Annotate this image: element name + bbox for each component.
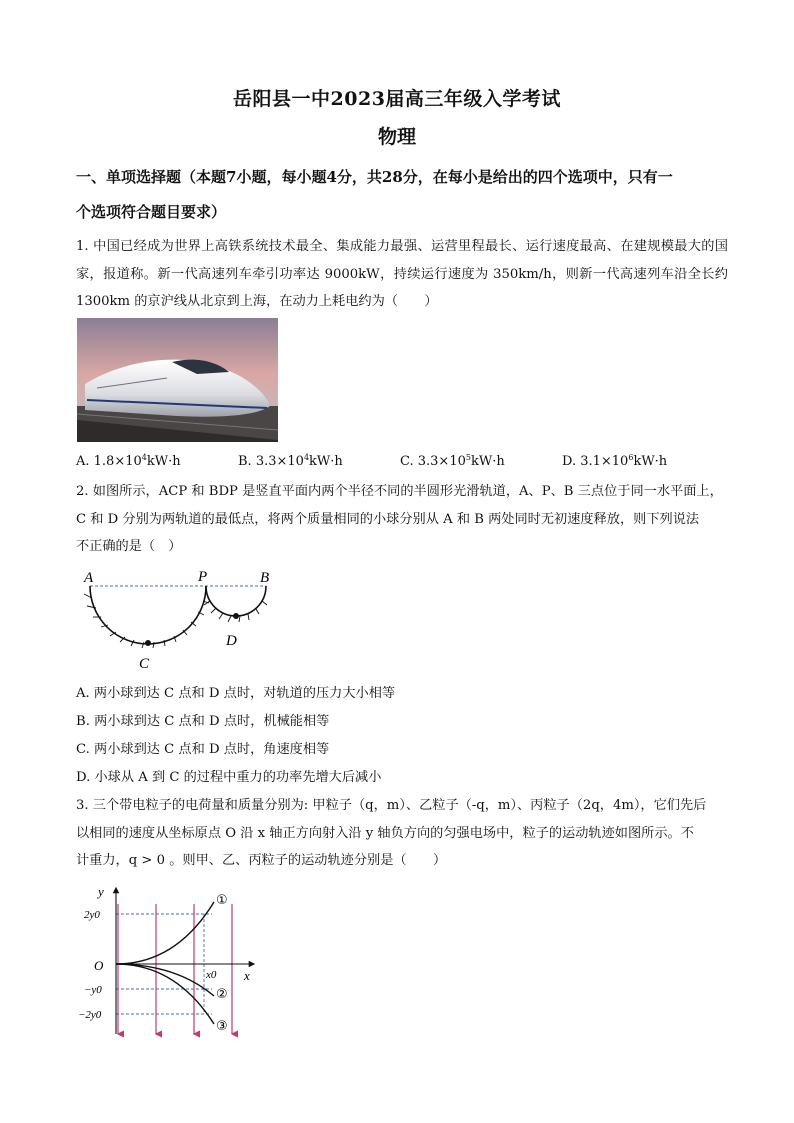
label-curve-3: ③ — [216, 1019, 228, 1034]
question-3-text — [76, 792, 728, 875]
ball-at-c — [145, 640, 151, 646]
q2-option-a[interactable]: A. 两小球到达 C 点和 D 点时，对轨道的压力大小相等 — [76, 686, 396, 701]
q2-option-d[interactable]: D. 小球从 A 到 C 的过程中重力的功率先增大后减小 — [76, 770, 382, 785]
question-3-line-2: 以相同的速度从坐标原点 O 沿 x 轴正方向射入沿 y 轴负方向的匀强电场中，粒子的运动轨迹如图所示。不 — [76, 825, 694, 841]
q1-option-d[interactable]: D. $3.1\times 10^6kW\cdot h$ — [562, 453, 668, 470]
label-x0: x0 — [206, 969, 217, 981]
question-2-line-3: 不正确的是（ ） — [76, 539, 182, 554]
q2-option-b[interactable]: B. 两小球到达 C 点和 D 点时，机械能相等 — [76, 714, 330, 729]
question-3-line-1: 3. 三个带电粒子的电荷量和质量分别为: 甲粒子（q，m）、乙粒子（-q，m）、丙粒子（2q，4m），它们先后 — [76, 798, 707, 813]
label-a: A — [84, 570, 94, 586]
q2-option-c[interactable]: C. 两小球到达 C 点和 D 点时，角速度相等 — [76, 742, 330, 757]
trajectory-diagram — [76, 884, 260, 1044]
trajectory-2 — [116, 964, 214, 996]
q1-option-a[interactable]: A. $1.8\times 10^4kW\cdot h$ — [76, 453, 181, 470]
label-c: C — [139, 656, 150, 672]
track-hatching — [84, 594, 267, 648]
trajectory-diagram-svg — [76, 884, 260, 1044]
trajectory-1 — [116, 902, 214, 964]
q1-option-b[interactable]: B. $3.3\times 10^4kW\cdot h$ — [238, 453, 343, 470]
section-heading-line-2: 个选项符合题目要求） — [76, 203, 227, 221]
question-1-text: 1. 中国已经成为世界上高铁系统技术最全、集成能力最强、运营里程最长、运行速度最高、在建规模最大的国家，报道称。新一代高速列车牵引功率达 9000kW，持续运行速度为 350km/h，则新一代高速列车沿全长约 1300km 的京沪线从北京到上海，在动力上耗电约为（ ） — [76, 239, 728, 309]
label-p: P — [198, 569, 208, 585]
exam-subject: 物理 — [377, 126, 416, 148]
question-2-line-2: C 和 D 分别为两轨道的最低点，将两个质量相同的小球分别从 A 和 B 两处同时无初速度释放，则下列说法 — [76, 511, 700, 527]
label-curve-2: ② — [216, 987, 228, 1002]
track-diagram-svg — [76, 562, 286, 674]
label-y-axis: y — [98, 884, 104, 899]
section-heading — [76, 160, 728, 230]
trajectory-3 — [116, 964, 214, 1024]
question-2-line-1: 2. 如图所示，ACP 和 BDP 是竖直平面内两个半径不同的半圆形光滑轨道，A、P、B 三点位于同一水平面上， — [76, 484, 723, 499]
exam-title: 岳阳县一中2023届高三年级入学考试 — [233, 88, 561, 110]
label-2y0: 2y0 — [84, 909, 100, 921]
ball-at-d — [233, 613, 239, 619]
label-neg-2y0: −2y0 — [78, 1009, 102, 1021]
q1-option-c[interactable]: C. $3.3\times 10^5kW\cdot h$ — [400, 453, 505, 470]
bullet-train-image — [77, 318, 278, 442]
label-b: B — [260, 570, 270, 586]
label-curve-1: ① — [216, 893, 228, 908]
label-neg-y0: −y0 — [84, 984, 102, 996]
track-diagram — [76, 562, 286, 674]
label-origin: O — [94, 958, 104, 973]
bullet-train-photo — [77, 318, 278, 442]
section-heading-line-1: 一、单项选择题（本题7小题，每小题4分，共28分，在每小是给出的四个选项中，只有一 — [76, 168, 673, 186]
label-x-axis: x — [244, 968, 250, 983]
question-3-line-3: 计重力，q > 0 。则甲、乙、丙粒子的运动轨迹分别是（ ） — [76, 853, 447, 868]
large-semicircle-track — [90, 586, 206, 644]
label-d: D — [226, 633, 237, 649]
question-2-text — [76, 478, 728, 561]
question-1-options — [76, 453, 728, 469]
